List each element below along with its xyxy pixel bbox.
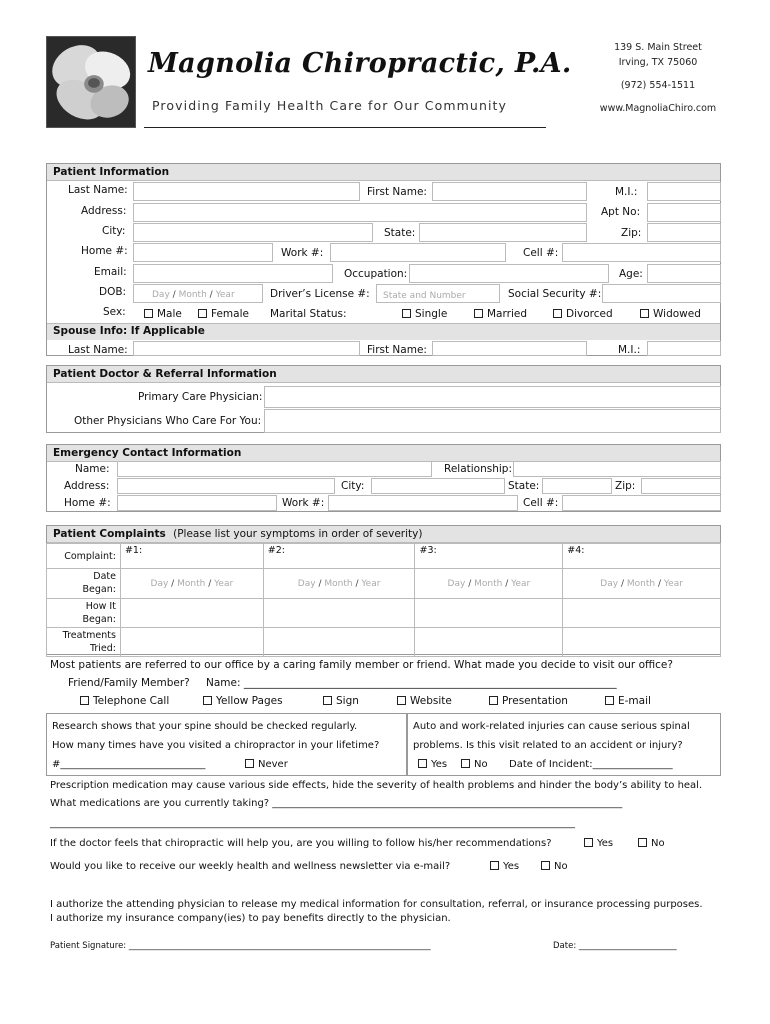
dob-field[interactable]: Day / Month / Year: [133, 284, 263, 303]
option-telephone-call[interactable]: Telephone Call: [80, 695, 169, 707]
relationship-field[interactable]: [513, 461, 721, 477]
primary-physician-label: Primary Care Physician:: [138, 391, 263, 403]
section-title: Patient Doctor & Referral Information: [47, 366, 720, 383]
header-divider: [144, 127, 546, 128]
checkbox-icon[interactable]: [397, 696, 406, 705]
marital-married-option[interactable]: Married: [474, 308, 527, 320]
company-name: Magnolia Chiropractic, P.A.: [148, 48, 572, 79]
referral-question: Most patients are referred to our office by a caring family member or friend. What made you decide to visit our office?: [50, 659, 673, 671]
date-began-2[interactable]: Day / Month / Year: [263, 569, 415, 599]
emergency-name-label: Name:: [75, 463, 110, 475]
treatments-label: Treatments Tried:: [47, 628, 121, 657]
option-website[interactable]: Website: [397, 695, 452, 707]
checkbox-icon[interactable]: [198, 309, 207, 318]
address-line-2: Irving, TX 75060: [618, 57, 698, 68]
checkbox-icon[interactable]: [402, 309, 411, 318]
emergency-work-field[interactable]: [328, 495, 518, 511]
age-field[interactable]: [647, 264, 721, 283]
option-email[interactable]: E-mail: [605, 695, 651, 707]
how-began-2[interactable]: [263, 599, 415, 628]
friend-name-line[interactable]: Name: _______________________________________________________________________: [206, 677, 617, 689]
medication-notice: Prescription medication may cause various side effects, hide the severity of health problems and hinder the body’s ability to heal.: [50, 780, 703, 791]
checkbox-icon[interactable]: [203, 696, 212, 705]
dob-label: DOB:: [99, 286, 127, 298]
mi-label: M.I.:: [615, 186, 638, 198]
date-began-label: Date Began:: [47, 569, 121, 599]
phone-number: (972) 554-1511: [620, 80, 696, 91]
spouse-first-name-label: First Name:: [367, 344, 427, 356]
checkbox-icon[interactable]: [418, 759, 427, 768]
patient-signature-line[interactable]: Patient Signature: _______________________________________________________________________: [50, 941, 431, 951]
address-field[interactable]: [133, 203, 587, 222]
complaints-table: [46, 543, 721, 657]
option-yellow-pages[interactable]: Yellow Pages: [203, 695, 283, 707]
spouse-mi-field[interactable]: [647, 341, 721, 356]
sex-female-option[interactable]: Female: [198, 308, 249, 320]
treatments-2[interactable]: [263, 628, 415, 657]
authorization-insurance: I authorize my insurance company(ies) to pay benefits directly to the physician.: [50, 913, 451, 924]
accident-yes-option[interactable]: Yes: [418, 759, 447, 770]
emergency-cell-label: Cell #:: [523, 497, 559, 509]
spouse-last-name-field[interactable]: [133, 341, 360, 356]
checkbox-icon[interactable]: [323, 696, 332, 705]
apt-label: Apt No:: [601, 206, 641, 218]
emergency-name-field[interactable]: [117, 461, 432, 477]
medications-question[interactable]: What medications are you currently taking? ______________________________________________________________________: [50, 798, 623, 809]
email-field[interactable]: [133, 264, 333, 283]
sex-male-option[interactable]: Male: [144, 308, 182, 320]
treatments-row: [47, 628, 721, 657]
never-option[interactable]: Never: [245, 759, 288, 770]
marital-divorced-option[interactable]: Divorced: [553, 308, 613, 320]
emergency-contact-section: [46, 444, 721, 512]
home-phone-label: Home #:: [81, 245, 128, 257]
marital-widowed-option[interactable]: Widowed: [640, 308, 701, 320]
checkbox-icon[interactable]: [584, 838, 593, 847]
checkbox-icon[interactable]: [605, 696, 614, 705]
magnolia-flower-icon: [47, 37, 135, 127]
sex-label: Sex:: [103, 306, 126, 318]
checkbox-icon[interactable]: [461, 759, 470, 768]
newsletter-no-option[interactable]: No: [541, 861, 568, 872]
relationship-label: Relationship:: [444, 463, 512, 475]
emergency-address-field[interactable]: [117, 478, 335, 494]
ssn-field[interactable]: [602, 284, 721, 303]
zip-label: Zip:: [621, 227, 642, 239]
complaint-3[interactable]: #3:: [415, 544, 563, 569]
spouse-first-name-field[interactable]: [432, 341, 587, 356]
incident-date-line[interactable]: Date of Incident:________________: [509, 759, 673, 770]
emergency-state-label: State:: [508, 480, 540, 492]
checkbox-icon[interactable]: [553, 309, 562, 318]
signature-date-line[interactable]: Date: _______________________: [553, 941, 677, 951]
visit-count-line[interactable]: #_____________________________: [52, 759, 206, 770]
emergency-address-label: Address:: [64, 480, 110, 492]
treatments-3[interactable]: [415, 628, 563, 657]
auto-injury-line-1: Auto and work-related injuries can cause serious spinal: [413, 721, 690, 732]
emergency-zip-field[interactable]: [641, 478, 721, 494]
work-phone-label: Work #:: [281, 247, 324, 259]
section-title: Emergency Contact Information: [47, 445, 720, 462]
city-label: City:: [102, 225, 126, 237]
emergency-city-label: City:: [341, 480, 365, 492]
checkbox-icon[interactable]: [245, 759, 254, 768]
doctor-referral-section: [46, 365, 721, 433]
state-label: State:: [384, 227, 416, 239]
email-label: Email:: [94, 266, 127, 278]
checkbox-icon[interactable]: [638, 838, 647, 847]
spouse-last-name-label: Last Name:: [68, 344, 128, 356]
research-line-1: Research shows that your spine should be checked regularly.: [52, 721, 358, 732]
section-title: Patient Information: [47, 164, 720, 181]
state-field[interactable]: [419, 223, 587, 242]
age-label: Age:: [619, 268, 643, 280]
emergency-home-label: Home #:: [64, 497, 111, 509]
emergency-cell-field[interactable]: [562, 495, 721, 511]
contact-block: [588, 40, 728, 116]
emergency-zip-label: Zip:: [615, 480, 636, 492]
last-name-field[interactable]: [133, 182, 360, 201]
complaint-2[interactable]: #2:: [263, 544, 415, 569]
option-presentation[interactable]: Presentation: [489, 695, 568, 707]
checkbox-icon[interactable]: [489, 696, 498, 705]
checkbox-icon[interactable]: [640, 309, 649, 318]
follow-recommendations-question: If the doctor feels that chiropractic will help you, are you willing to follow his/her recommendations?: [50, 838, 552, 849]
follow-yes-option[interactable]: Yes: [584, 838, 613, 849]
treatments-4[interactable]: [563, 628, 721, 657]
how-began-4[interactable]: [563, 599, 721, 628]
how-began-3[interactable]: [415, 599, 563, 628]
spouse-mi-label: M.I.:: [618, 344, 641, 356]
complaint-4[interactable]: #4:: [563, 544, 721, 569]
option-sign[interactable]: Sign: [323, 695, 359, 707]
occupation-label: Occupation:: [344, 268, 408, 280]
treatments-1[interactable]: [120, 628, 263, 657]
work-phone-field[interactable]: [330, 243, 506, 262]
marital-status-label: Marital Status:: [270, 308, 347, 320]
medications-line[interactable]: _________________________________________________________________________________________________________: [50, 818, 575, 829]
magnolia-logo: [46, 36, 136, 128]
date-began-1[interactable]: Day / Month / Year: [120, 569, 263, 599]
checkbox-icon[interactable]: [80, 696, 89, 705]
follow-no-option[interactable]: No: [638, 838, 665, 849]
spouse-info-header: Spouse Info: If Applicable: [47, 323, 720, 340]
date-began-4[interactable]: Day / Month / Year: [563, 569, 721, 599]
apt-field[interactable]: [647, 203, 721, 222]
emergency-home-field[interactable]: [117, 495, 277, 511]
website-link[interactable]: www.MagnoliaChiro.com: [599, 103, 717, 114]
friend-family-label: Friend/Family Member?: [68, 677, 190, 689]
city-field[interactable]: [133, 223, 373, 242]
checkbox-icon[interactable]: [144, 309, 153, 318]
emergency-state-field[interactable]: [542, 478, 612, 494]
research-line-2: How many times have you visited a chiropractor in your lifetime?: [52, 740, 380, 751]
drivers-license-field[interactable]: State and Number: [376, 284, 500, 303]
complaint-label: Complaint:: [47, 544, 121, 569]
first-name-field[interactable]: [432, 182, 587, 201]
accident-no-option[interactable]: No: [461, 759, 488, 770]
checkbox-icon[interactable]: [541, 861, 550, 870]
address-label: Address:: [81, 205, 127, 217]
section-title: Patient Complaints (Please list your symptoms in order of severity): [47, 526, 720, 543]
drivers-license-label: Driver’s License #:: [270, 288, 370, 300]
cell-phone-label: Cell #:: [523, 247, 559, 259]
how-began-label: How It Began:: [47, 599, 121, 628]
date-began-3[interactable]: Day / Month / Year: [415, 569, 563, 599]
address-line-1: 139 S. Main Street: [614, 42, 702, 53]
complaint-row: [47, 544, 721, 569]
patient-complaints-section: [46, 525, 721, 655]
patient-information-section: [46, 163, 721, 356]
how-began-row: [47, 599, 721, 628]
newsletter-yes-option[interactable]: Yes: [490, 861, 519, 872]
newsletter-question: Would you like to receive our weekly health and wellness newsletter via e-mail?: [50, 861, 451, 872]
cell-phone-field[interactable]: [562, 243, 721, 262]
primary-physician-field[interactable]: [264, 386, 721, 408]
mi-field[interactable]: [647, 182, 721, 201]
occupation-field[interactable]: [409, 264, 609, 283]
how-began-1[interactable]: [120, 599, 263, 628]
first-name-label: First Name:: [367, 186, 427, 198]
home-phone-field[interactable]: [133, 243, 273, 262]
auto-injury-line-2: problems. Is this visit related to an accident or injury?: [413, 740, 683, 751]
date-began-row: [47, 569, 721, 599]
complaint-1[interactable]: #1:: [120, 544, 263, 569]
marital-single-option[interactable]: Single: [402, 308, 447, 320]
checkbox-icon[interactable]: [474, 309, 483, 318]
ssn-label: Social Security #:: [508, 288, 602, 300]
zip-field[interactable]: [647, 223, 721, 242]
emergency-city-field[interactable]: [371, 478, 505, 494]
last-name-label: Last Name:: [68, 184, 128, 196]
checkbox-icon[interactable]: [490, 861, 499, 870]
other-physicians-label: Other Physicians Who Care For You:: [74, 415, 262, 427]
authorization-release: I authorize the attending physician to release my medical information for consultation, referral, or insurance processing purposes.: [50, 899, 703, 910]
other-physicians-field[interactable]: [264, 409, 721, 433]
emergency-work-label: Work #:: [282, 497, 325, 509]
tagline: Providing Family Health Care for Our Community: [152, 98, 508, 113]
